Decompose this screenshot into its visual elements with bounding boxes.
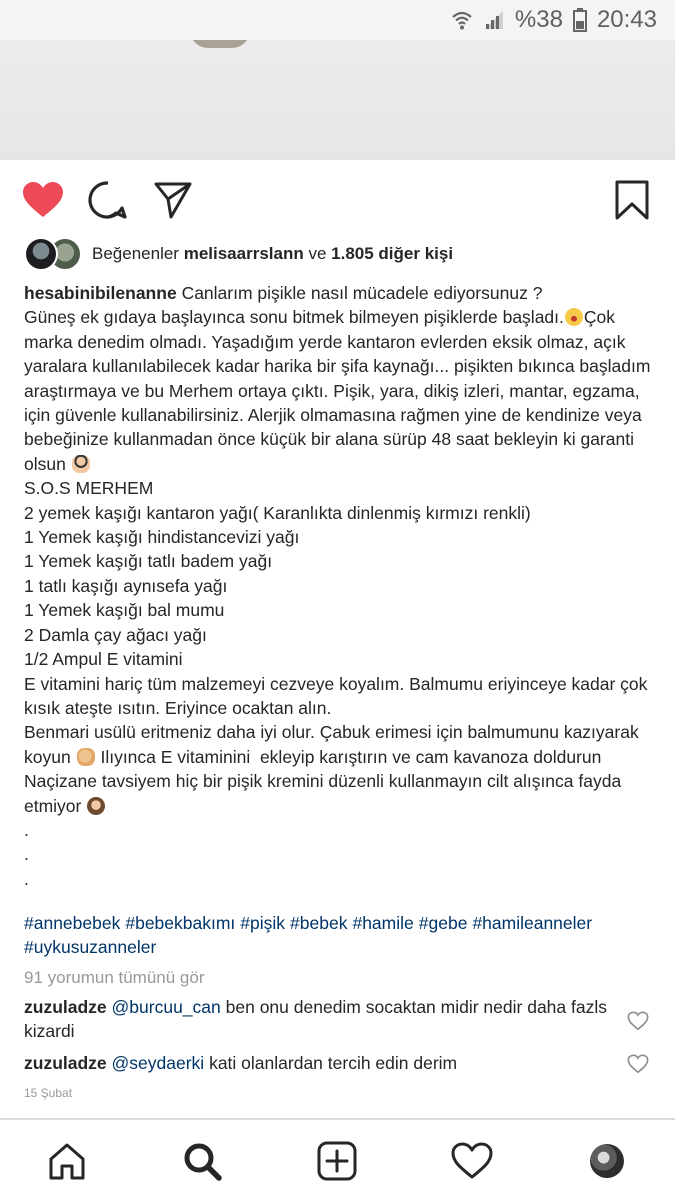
laughing-emoji-icon [565, 308, 583, 326]
hashtag[interactable]: #uykusuzanneler [24, 937, 157, 958]
comment-mention[interactable]: @seydaerki [111, 1053, 205, 1073]
like-button[interactable] [21, 178, 65, 222]
battery-level: %38 [514, 6, 563, 33]
recipe-title: S.O.S MERHEM [24, 478, 154, 499]
send-icon [153, 180, 193, 220]
share-button[interactable] [151, 178, 195, 222]
save-button[interactable] [610, 178, 654, 222]
signal-icon [483, 9, 505, 31]
search-icon [182, 1141, 222, 1181]
nav-profile[interactable] [584, 1138, 630, 1184]
ingredient-item: 2 yemek kaşığı kantaron yağı( Karanlıkta dinlenmiş kırmızı renkli) [24, 502, 531, 523]
status-icons [451, 0, 657, 40]
comment-text: kati olanlardan tercih edin derim [209, 1053, 458, 1073]
likes-others-count[interactable]: 1.805 diğer kişi [331, 244, 454, 263]
comment-like-heart-icon[interactable] [627, 1053, 649, 1075]
caption-dot: . [24, 868, 29, 889]
caption-advice: Naçizane tavsiyem hiç bir pişik kremini düzenli kullanmayın cilt alışınca fayda etmiyor [24, 771, 627, 816]
nav-activity[interactable] [449, 1138, 495, 1184]
comment-text: ben onu denedim socaktan midir nedir daha fazls kizardi [24, 997, 607, 1042]
post-photo[interactable] [0, 40, 675, 160]
ingredient-item: 1 Yemek kaşığı hindistancevizi yağı [24, 527, 300, 548]
likes-connector: ve [308, 244, 327, 263]
comment-item [24, 995, 614, 1044]
bookmark-icon [614, 180, 650, 220]
nav-new-post[interactable] [314, 1138, 360, 1184]
caption-username[interactable]: hesabinibilenanne [24, 283, 177, 303]
bottom-navigation [0, 1118, 675, 1200]
ingredient-item: 2 Damla çay ağacı yağı [24, 624, 207, 645]
wifi-icon [451, 9, 473, 31]
ingredient-item: 1 Yemek kaşığı bal mumu [24, 600, 225, 621]
hashtag[interactable]: #annebebek [24, 913, 121, 933]
likes-summary[interactable] [24, 236, 453, 272]
ok-hand-emoji-icon [77, 748, 95, 766]
comment-icon [88, 180, 128, 220]
comment-like-heart-icon[interactable] [627, 1010, 649, 1032]
ingredient-item: 1/2 Ampul E vitamini [24, 649, 183, 670]
post-caption [24, 281, 654, 891]
hashtag[interactable]: #bebek [290, 913, 348, 933]
caption-first-line: Canlarım pişikle nasıl mücadele ediyorsunuz ? [181, 283, 543, 303]
hashtag[interactable]: #bebekbakımı [125, 913, 236, 933]
comment-mention[interactable]: @burcuu_can [111, 997, 221, 1017]
battery-icon [573, 8, 587, 32]
avatar [24, 237, 58, 271]
recipe-step-1: E vitamini hariç tüm malzemeyi cezveye koyalım. Balmumu eriyinceye kadar çok kısık ateşte ısıtın. Eriyince ocaktan alın. [24, 673, 653, 718]
post-actions [0, 160, 675, 238]
post-date: 15 Şubat [24, 1086, 73, 1100]
person-emoji-icon [72, 455, 90, 473]
woman-emoji-icon [87, 797, 105, 815]
hashtag[interactable]: #hamileanneler [472, 913, 593, 933]
recipe-step-2a: Benmari usülü eritmeniz daha iyi olur. Çabuk erimesi için balmumunu kazıyarak koyun [24, 722, 644, 767]
likes-prefix: Beğenenler [92, 244, 179, 263]
clock: 20:43 [596, 6, 657, 33]
hashtag-list [24, 911, 654, 960]
comment-username[interactable]: zuzuladze [24, 1053, 107, 1073]
add-post-icon [317, 1141, 357, 1181]
nav-home[interactable] [44, 1138, 90, 1184]
comment-username[interactable]: zuzuladze [24, 997, 107, 1017]
caption-paragraph-1a: Güneş ek gıdaya başlayınca sonu bitmek bilmeyen pişiklerde başladı. [24, 307, 564, 328]
view-all-comments-link[interactable]: 91 yorumun tümünü gör [24, 968, 205, 987]
comment-button[interactable] [86, 178, 130, 222]
activity-heart-icon [451, 1142, 493, 1180]
hashtag[interactable]: #pişik [240, 913, 286, 933]
heart-filled-icon [22, 181, 64, 219]
caption-paragraph-1b: Çok marka denedim olmadı. Yaşadığım yerde kantaron evlerden eksik olmaz, açık yaralara kullanılabilecek kadar harika bir şifa kaynağı... pişikten bıkınca başladım araştırmaya ve bu Merhem ortaya çıktı. Pişik, yara, dikiş izleri, mantar, egzama, için güvenle kullanabilirsiniz. Alerjik olmamasına rağmen yine de kendinize veya bebeğinize kullanmadan önce küçük bir alana sürüp 48 saat bekleyin ki garanti olsun [24, 307, 656, 474]
comment-item [24, 1051, 614, 1075]
liker-avatars [24, 237, 84, 271]
photo-jar-edge [190, 40, 250, 48]
caption-dot: . [24, 819, 29, 840]
home-icon [47, 1141, 87, 1181]
hashtag[interactable]: #hamile [352, 913, 414, 933]
status-bar [0, 0, 675, 40]
recipe-step-2b: Ilıyınca E vitaminini ekleyip karıştırın ve cam kavanoza doldurun [100, 746, 602, 767]
hashtag[interactable]: #gebe [418, 913, 468, 933]
profile-avatar [590, 1144, 624, 1178]
caption-dot: . [24, 844, 29, 865]
liker-username[interactable]: melisaarrslann [183, 244, 304, 263]
ingredient-item: 1 tatlı kaşığı aynısefa yağı [24, 575, 228, 596]
ingredient-item: 1 Yemek kaşığı tatlı badem yağı [24, 551, 273, 572]
nav-search[interactable] [179, 1138, 225, 1184]
